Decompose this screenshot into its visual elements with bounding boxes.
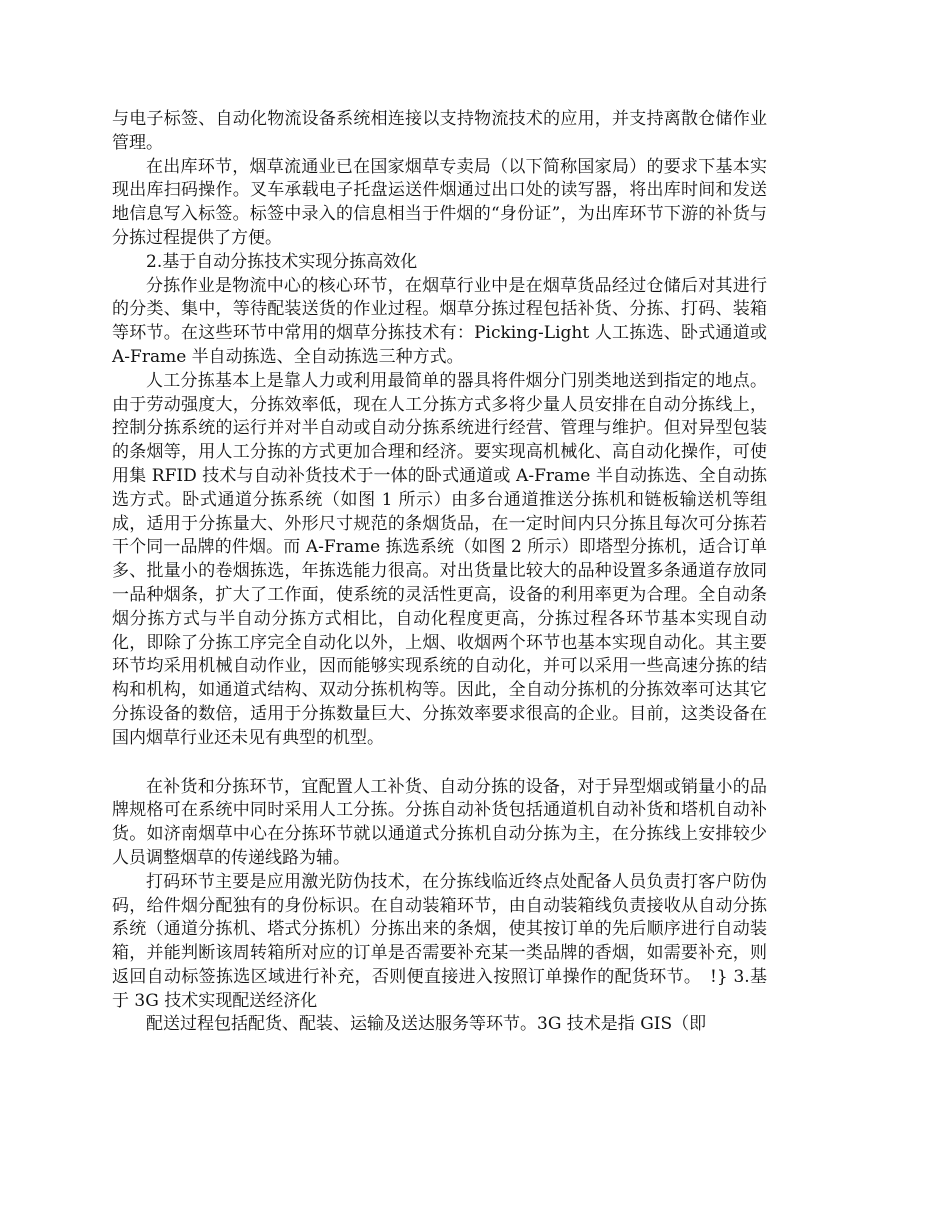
paragraph-replenishment: 在补货和分拣环节，宜配置人工补货、自动分拣的设备，对于异型烟或销量小的品牌规格可在系统中同时采用人工分拣。分拣自动补货包括通道机自动补货和塔机自动补货。如济南烟草中心在分拣环节就以通道式分拣机自动分拣为主，在分拣线上安排较少人员调整烟草的传递线路为辅。 xyxy=(112,776,767,868)
paragraph-delivery: 配送过程包括配货、配装、运输及送达服务等环节。3G 技术是指 GIS（即 xyxy=(146,1014,707,1035)
paragraph-outbound: 在出库环节，烟草流通业已在国家烟草专卖局（以下简称国家局）的要求下基本实现出库扫码操作。叉车承载电子托盘运送件烟通过出口处的读写器，将出库时间和发送地信息写入标签。标签中录入的信息相当于件烟的“身份证”，为出库环节下游的补货与分拣过程提供了方便。 xyxy=(112,156,767,248)
document-page xyxy=(112,108,767,1037)
paragraph-coding-packing: 打码环节主要是应用激光防伪技术，在分拣线临近终点处配备人员负责打客户防伪码，给件烟分配独有的身份标识。在自动装箱环节，由自动装箱线负责接收从自动分拣系统（通道分拣机、塔式分拣机）分拣出来的条烟，使其按订单的先后顺序进行自动装箱，并能判断该周转箱所对应的订单是否需要补充某一类品牌的香烟，如需要补充，则返回自动标签拣选区域进行补充，否则便直接进入按照订单操作的配货环节。 !} 3.基于 3G 技术实现配送经济化 xyxy=(112,871,767,1011)
paragraph-sorting-overview: 分拣作业是物流中心的核心环节，在烟草行业中是在烟草货品经过仓储后对其进行的分类、集中，等待配装送货的作业过程。烟草分拣过程包括补货、分拣、打码、装箱等环节。在这些环节中常用的烟草分拣技术有：Picking-Light 人工拣选、卧式通道或 A-Frame 半自动拣选、全自动拣选三种方式。 xyxy=(112,275,767,367)
section-heading-sorting: 2.基于自动分拣技术实现分拣高效化 xyxy=(146,251,418,272)
paragraph-continuation: 与电子标签、自动化物流设备系统相连接以支持物流技术的应用，并支持离散仓储作业管理。 xyxy=(112,109,767,153)
paragraph-manual-sorting: 人工分拣基本上是靠人力或利用最简单的器具将件烟分门别类地送到指定的地点。由于劳动强度大，分拣效率低，现在人工分拣方式多将少量人员安排在自动分拣线上，控制分拣系统的运行并对半自动或自动分拣系统进行经营、管理与维护。但对异型包装的条烟等，用人工分拣的方式更加合理和经济。要实现高机械化、高自动化操作，可使用集 RFID 技术与自动补货技术于一体的卧式通道或 A-Frame 半自动拣选、全自动拣选方式。卧式通道分拣系统（如图 1 所示）由多台通道推送分拣机和链板输送机等组成，适用于分拣量大、外形尺寸规范的条烟货品，在一定时间内只分拣且每次可分拣若干个同一品牌的件烟。而 A-Frame 拣选系统（如图 2 所示）即塔型分拣机，适合订单多、批量小的卷烟拣选，年拣选能力很高。对出货量比较大的品种设置多条通道存放同一品种烟条，扩大了工作面，使系统的灵活性更高，设备的利用率更为合理。全自动条烟分拣方式与半自动分拣方式相比，自动化程度更高，分拣过程各环节基本实现自动化，即除了分拣工序完全自动化以外，上烟、收烟两个环节也基本实现自动化。其主要环节均采用机械自动作业，因而能够实现系统的自动化，并可以采用一些高速分拣的结构和机构，如通道式结构、双动分拣机构等。因此，全自动分拣机的分拣效率可达其它分拣设备的数倍，适用于分拣数量巨大、分拣效率要求很高的企业。目前，这类设备在国内烟草行业还未见有典型的机型。 xyxy=(112,370,767,748)
